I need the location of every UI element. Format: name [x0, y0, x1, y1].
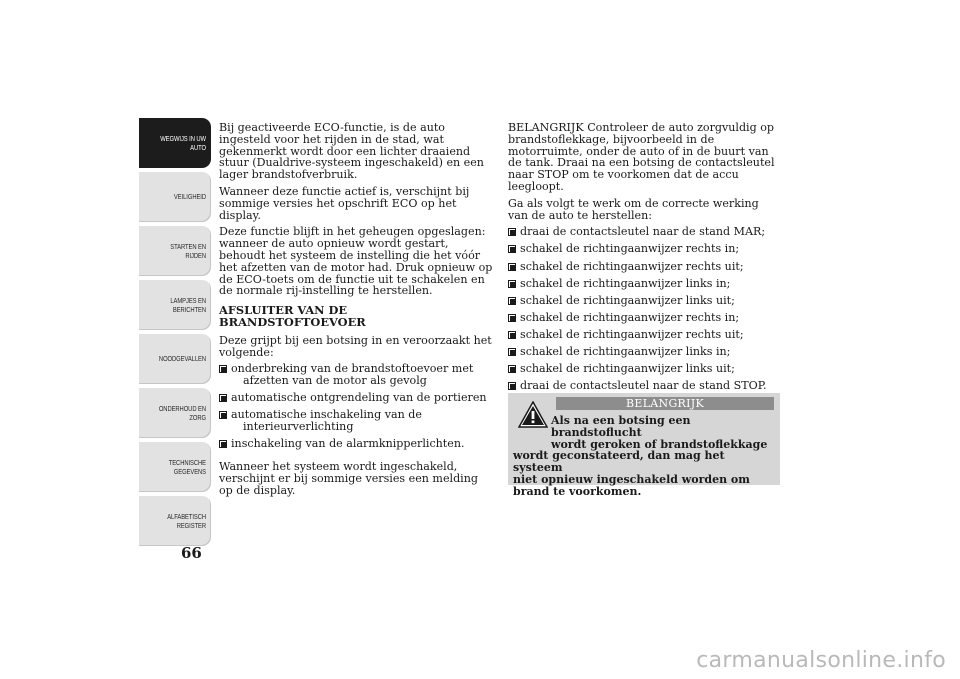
checkbox-bullet-icon	[508, 365, 516, 373]
warning-title: BELANGRIJK	[556, 397, 774, 410]
steps-intro: Ga als volgt te werk om de correcte werking van de auto te herstellen:	[508, 196, 759, 222]
tab-label: TECHNISCHE GEGEVENS	[168, 457, 206, 476]
list-item: schakel de richtingaanwijzer links in;	[508, 278, 780, 290]
tab-technische-gegevens[interactable]	[139, 442, 211, 492]
list-item: automatische inschakeling van de interieurverlichting	[219, 409, 494, 433]
warning-box	[508, 393, 780, 498]
tab-label: WEGWIJS IN UW AUTO	[160, 133, 206, 152]
list-item: schakel de richtingaanwijzer rechts in;	[508, 243, 780, 255]
tab-label: ONDERHOUD EN ZORG	[158, 403, 206, 422]
checkbox-bullet-icon	[508, 228, 516, 236]
list-item: draai de contactsleutel naar de stand STOP.	[508, 380, 780, 392]
checkbox-bullet-icon	[508, 263, 516, 271]
section-outro: Wanneer het systeem wordt ingeschakeld, verschijnt er bij sommige versies een melding op de display.	[219, 460, 478, 497]
list-item: schakel de richtingaanwijzer links uit;	[508, 295, 780, 307]
checkbox-bullet-icon	[508, 297, 516, 305]
page-number: 66	[181, 544, 202, 562]
checkbox-bullet-icon	[219, 394, 227, 402]
list-item: schakel de richtingaanwijzer rechts uit;	[508, 261, 780, 273]
tab-noodgevallen[interactable]	[139, 334, 211, 384]
tab-onderhoud-en-zorg[interactable]	[139, 388, 211, 438]
tab-label: NOODGEVALLEN	[158, 354, 206, 364]
tab-label: VEILIGHEID	[173, 192, 206, 202]
list-item: inschakeling van de alarmknipperlichten.	[219, 438, 494, 450]
effects-list	[219, 363, 494, 450]
tab-lampjes-en-berichten[interactable]	[139, 280, 211, 330]
list-item: schakel de richtingaanwijzer rechts uit;	[508, 329, 780, 341]
tab-label: LAMPJES EN BERICHTEN	[170, 295, 206, 314]
list-item: schakel de richtingaanwijzer links in;	[508, 346, 780, 358]
left-column	[219, 122, 494, 501]
list-item: onderbreking van de brandstoftoevoer met afzetten van de motor als gevolg	[219, 363, 494, 387]
checkbox-bullet-icon	[219, 411, 227, 419]
checkbox-bullet-icon	[508, 245, 516, 253]
checkbox-bullet-icon	[219, 440, 227, 448]
section-heading: AFSLUITER VAN DE BRANDSTOFTOEVOER	[219, 303, 366, 329]
warning-text: Als na een botsing een brandstoflucht wordt geroken of brandstoflekkage wordt geconstateerd, dan mag het systeem niet opnieuw ingeschakeld worden om brand te voorkomen.	[513, 414, 768, 498]
section-intro: Deze grijpt bij een botsing in en veroorzaakt het volgende:	[219, 333, 492, 359]
list-item: automatische ontgrendeling van de portieren	[219, 392, 494, 404]
right-column	[508, 122, 780, 398]
watermark: carmanualsonline.info	[696, 648, 946, 673]
steps-list	[508, 226, 780, 392]
tab-label: STARTEN EN RIJDEN	[170, 241, 206, 260]
checkbox-bullet-icon	[508, 382, 516, 390]
tab-label: ALFABETISCH REGISTER	[167, 511, 206, 530]
list-item: schakel de richtingaanwijzer rechts in;	[508, 312, 780, 324]
important-paragraph: BELANGRIJK Controleer de auto zorgvuldig op brandstoflekkage, bijvoorbeeld in de motorruimte, onder de auto of in de buurt van de tank. Draai na een botsing de contactsleutel naar STOP om te voorkomen dat de accu leegloopt.	[508, 121, 775, 193]
checkbox-bullet-icon	[508, 280, 516, 288]
checkbox-bullet-icon	[508, 314, 516, 322]
eco-paragraph-3: Deze functie blijft in het geheugen opgeslagen: wanneer de auto opnieuw wordt gestart, behoudt het systeem de instelling die het vóór het afzetten van de motor had. Druk opnieuw op de ECO-toets om de functie uit te schakelen en de normale rij-instelling te herstellen.	[219, 225, 493, 298]
tab-veiligheid[interactable]	[139, 172, 211, 222]
eco-paragraph-1: Bij geactiveerde ECO-functie, is de auto ingesteld voor het rijden in de stad, wat gekenmerkt wordt door een lichter draaiend stuur (Dualdrive-systeem ingeschakeld) en een lager brandstofverbruik.	[219, 121, 484, 182]
tab-starten-en-rijden[interactable]	[139, 226, 211, 276]
checkbox-bullet-icon	[508, 348, 516, 356]
checkbox-bullet-icon	[508, 331, 516, 339]
list-item: schakel de richtingaanwijzer links uit;	[508, 363, 780, 375]
list-item: draai de contactsleutel naar de stand MAR;	[508, 226, 780, 238]
tab-alfabetisch-register[interactable]	[139, 496, 211, 546]
checkbox-bullet-icon	[219, 365, 227, 373]
tab-wegwijs-in-uw-auto[interactable]	[139, 118, 211, 168]
eco-paragraph-2: Wanneer deze functie actief is, verschijnt bij sommige versies het opschrift ECO op het display.	[219, 184, 470, 222]
